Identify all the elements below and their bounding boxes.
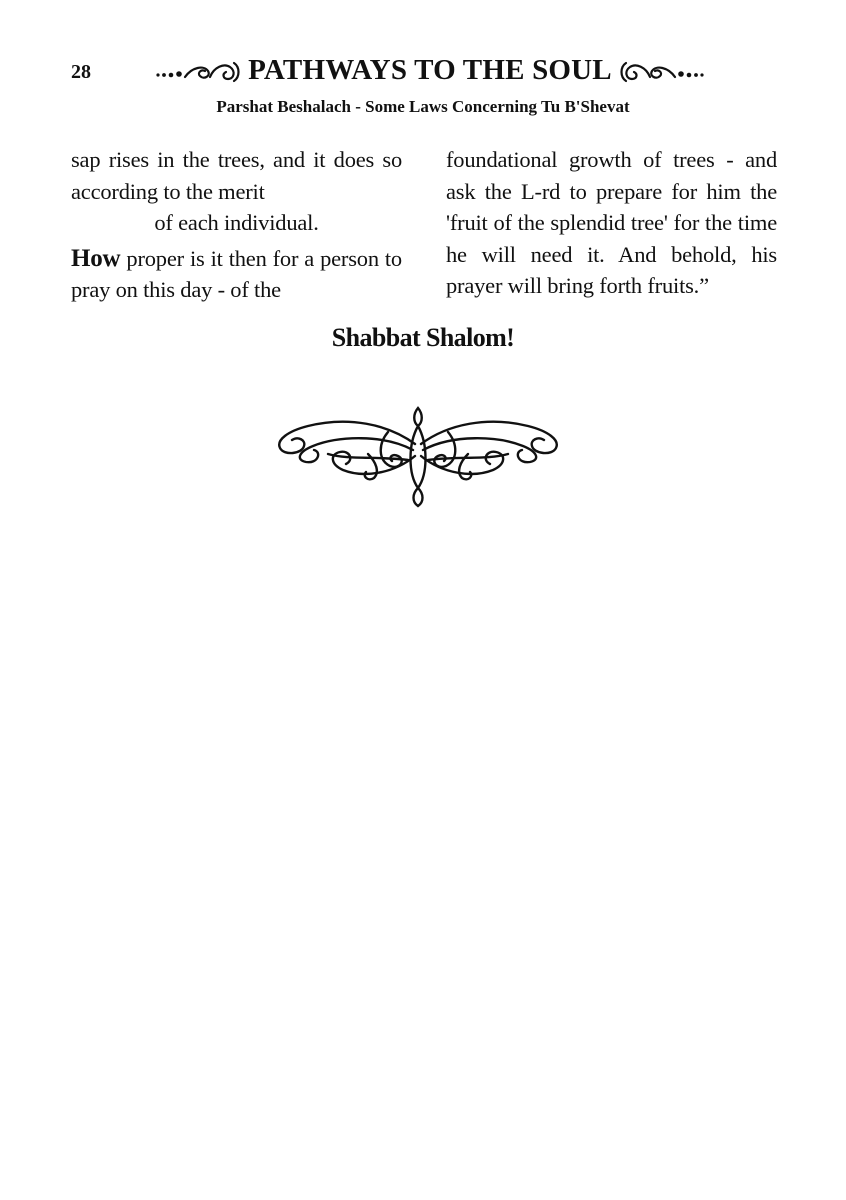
paragraph-text: sap rises in the trees, and it does so according to the merit xyxy=(71,147,402,204)
right-column xyxy=(446,144,777,306)
chapter-subtitle: Parshat Beshalach - Some Laws Concerning Tu B'Shevat xyxy=(216,97,630,116)
page-number: 28 xyxy=(71,61,91,83)
paragraph-how-proper xyxy=(71,243,402,306)
paragraph-text-last-line: of each individual. xyxy=(154,210,319,235)
lead-word: How xyxy=(71,244,121,272)
closing-greeting: Shabbat Shalom! xyxy=(331,323,515,352)
running-header xyxy=(120,50,740,90)
running-title: PATHWAYS TO THE SOUL xyxy=(248,53,612,86)
paragraph-sap-rises xyxy=(71,144,402,239)
paragraph-continuation: foundational growth of trees - and ask the L-rd to prepare for him the 'fruit of the splendid tree' for the time he will need it. And behold, his prayer will bring forth fruits.” xyxy=(446,147,777,298)
left-column xyxy=(71,144,402,310)
ornamental-divider-icon xyxy=(268,404,568,510)
left-flourish-icon xyxy=(154,55,240,85)
paragraph-text: proper is it then for a person to pray on this day - of the xyxy=(71,245,402,302)
right-flourish-icon xyxy=(620,55,706,85)
